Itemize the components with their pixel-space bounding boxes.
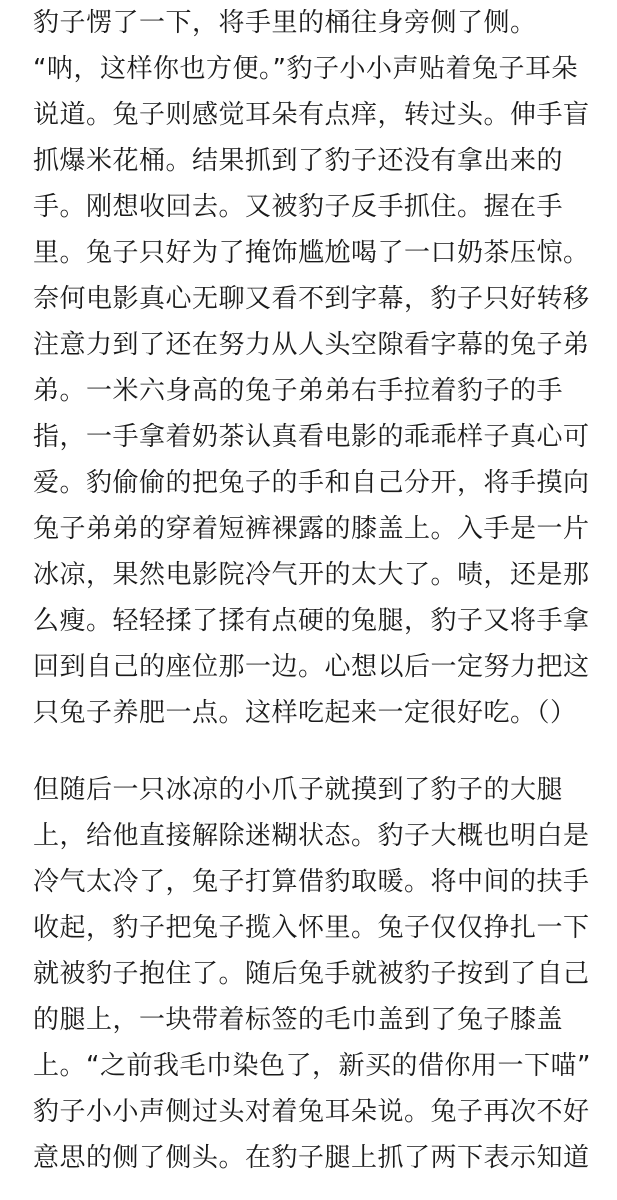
text-line: 抓爆米花桶。结果抓到了豹子还没有拿出来的 [33,146,564,176]
text-line: 弟。一米六身高的兔子弟弟右手拉着豹子的手 [33,376,564,406]
text-line: 兔子弟弟的穿着短裤裸露的膝盖上。入手是一片 [33,514,590,544]
text-line: 里。兔子只好为了掩饰尴尬喝了一口奶茶压惊。 [33,238,590,268]
text-line: 收起，豹子把兔子揽入怀里。兔子仅仅挣扎一下 [33,913,590,943]
text-line: 手。刚想收回去。又被豹子反手抓住。握在手 [33,192,564,222]
text-line: 上。“之前我毛巾染色了，新买的借你用一下喵” [33,1051,591,1081]
text-line: 只兔子养肥一点。这样吃起来一定很好吃。（） [33,698,577,728]
text-line: 豹子愣了一下，将手里的桶往身旁侧了侧。 [33,8,537,38]
text-line: 的腿上，一块带着标签的毛巾盖到了兔子膝盖 [33,1005,564,1035]
text-line: 指，一手拿着奶茶认真看电影的乖乖样子真心可 [33,422,590,452]
text-line: 注意力到了还在努力从人头空隙看字幕的兔子弟 [33,330,590,360]
text-line: 豹子小小声侧过头对着兔耳朵说。兔子再次不好 [33,1097,590,1127]
text-line: 说道。兔子则感觉耳朵有点痒，转过头。伸手盲 [33,100,590,130]
text-line: 冷气太冷了，兔子打算借豹取暖。将中间的扶手 [33,867,590,897]
text-line: 爱。豹偷偷的把兔子的手和自己分开，将手摸向 [33,468,590,498]
text-line: 上，给他直接解除迷糊状态。豹子大概也明白是 [33,821,590,851]
text-line: 么瘦。轻轻揉了揉有点硬的兔腿，豹子又将手拿 [33,606,590,636]
text-line: 但随后一只冰凉的小爪子就摸到了豹子的大腿 [33,775,564,805]
text-line: 冰凉，果然电影院冷气开的太大了。啧，还是那 [33,560,590,590]
text-line: “呐，这样你也方便。”豹子小小声贴着兔子耳朵 [33,54,578,84]
text-line: 意思的侧了侧头。在豹子腿上抓了两下表示知道 [33,1143,590,1173]
text-line: 奈何电影真心无聊又看不到字幕，豹子只好转移 [33,284,590,314]
text-line: 就被豹子抱住了。随后兔手就被豹子按到了自己 [33,959,590,989]
text-line: 回到自己的座位那一边。心想以后一定努力把这 [33,652,590,682]
